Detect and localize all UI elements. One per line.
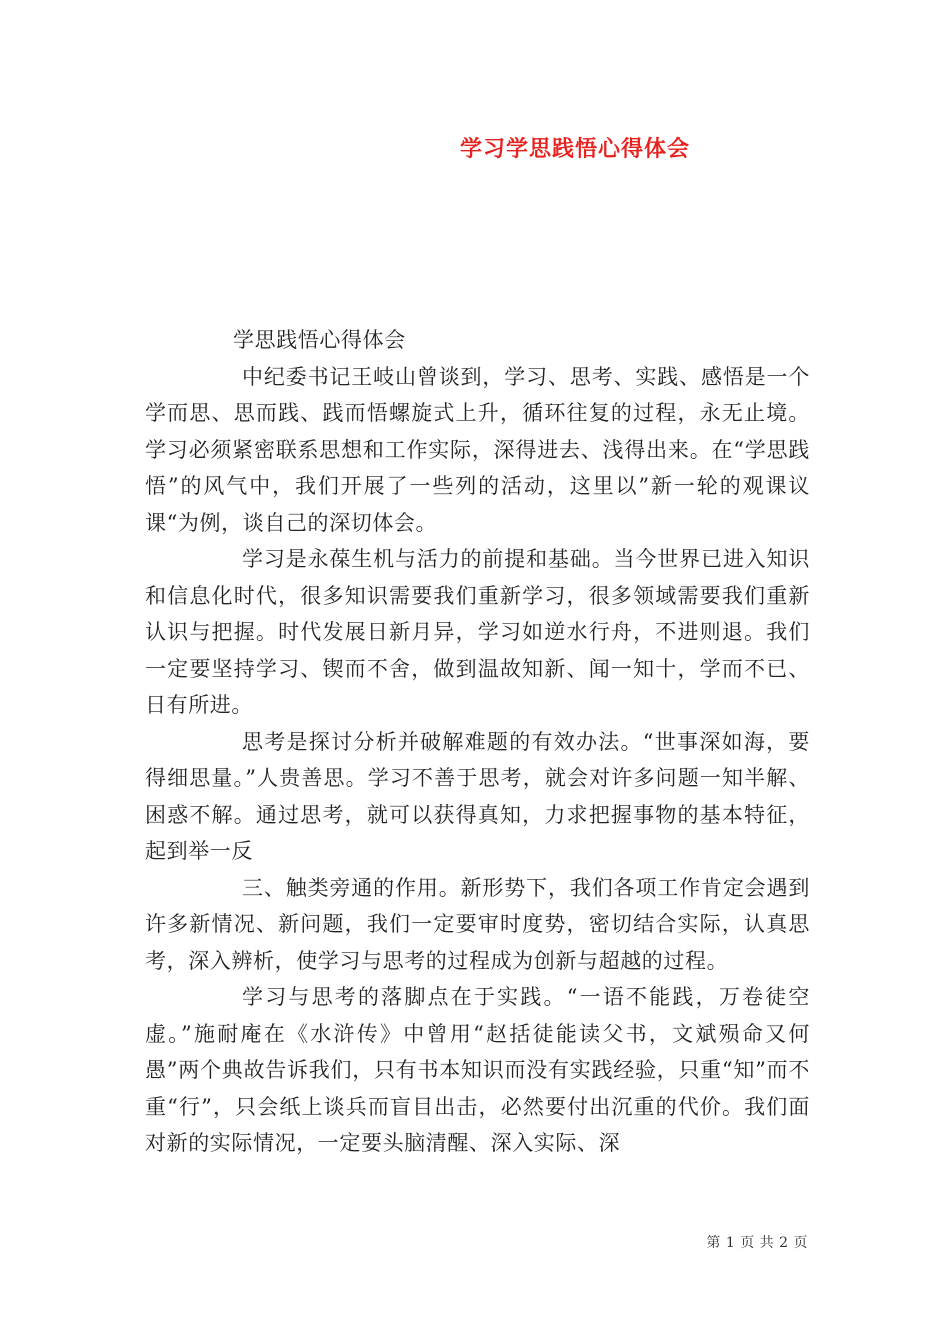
paragraph-2: 学习是永葆生机与活力的前提和基础。当今世界已进入知识和信息化时代，很多知识需要我们重新学习，很多领域需要我们重新认识与把握。时代发展日新月异，学习如逆水行舟，不进则退。我们一定要坚持学习、锲而不舍，做到温故知新、闻一知十，学而不已、日有所进。 (145, 547, 810, 717)
paragraph-5: 学习与思考的落脚点在于实践。“一语不能践，万卷徒空虚。”施耐庵在《水浒传》中曾用“赵括徒能读父书，文斌殒命又何愚”两个典故告诉我们，只有书本知识而没有实践经验，只重“知”而不重“行”，只会纸上谈兵而盲目出击，必然要付出沉重的代价。我们面对新的实际情况，一定要头脑清醒、深入实际、深 (145, 985, 810, 1155)
document-subtitle: 学思践悟心得体会 (233, 328, 406, 352)
paragraph-1: 中纪委书记王岐山曾谈到，学习、思考、实践、感悟是一个学而思、思而践、践而悟螺旋式上升，循环往复的过程，永无止境。学习必须紧密联系思想和工作实际，深得进去、浅得出来。在“学思践悟”的风气中，我们开展了一些列的活动，这里以”新一轮的观课议课“为例，谈自己的深切体会。 (145, 364, 810, 535)
page-number-footer: 第 1 页 共 2 页 (706, 1235, 808, 1251)
document-body (145, 322, 810, 1162)
paragraph-4: 三、触类旁通的作用。新形势下，我们各项工作肯定会遇到许多新情况、新问题，我们一定要审时度势，密切结合实际，认真思考，深入辨析，使学习与思考的过程成为创新与超越的过程。 (145, 875, 810, 973)
paragraph-3: 思考是探讨分析并破解难题的有效办法。“世事深如海，要得细思量。”人贵善思。学习不善于思考，就会对许多问题一知半解、困惑不解。通过思考，就可以获得真知，力求把握事物的基本特征，起到举一反 (145, 729, 810, 863)
document-title: 学习学思践悟心得体会 (459, 137, 690, 162)
